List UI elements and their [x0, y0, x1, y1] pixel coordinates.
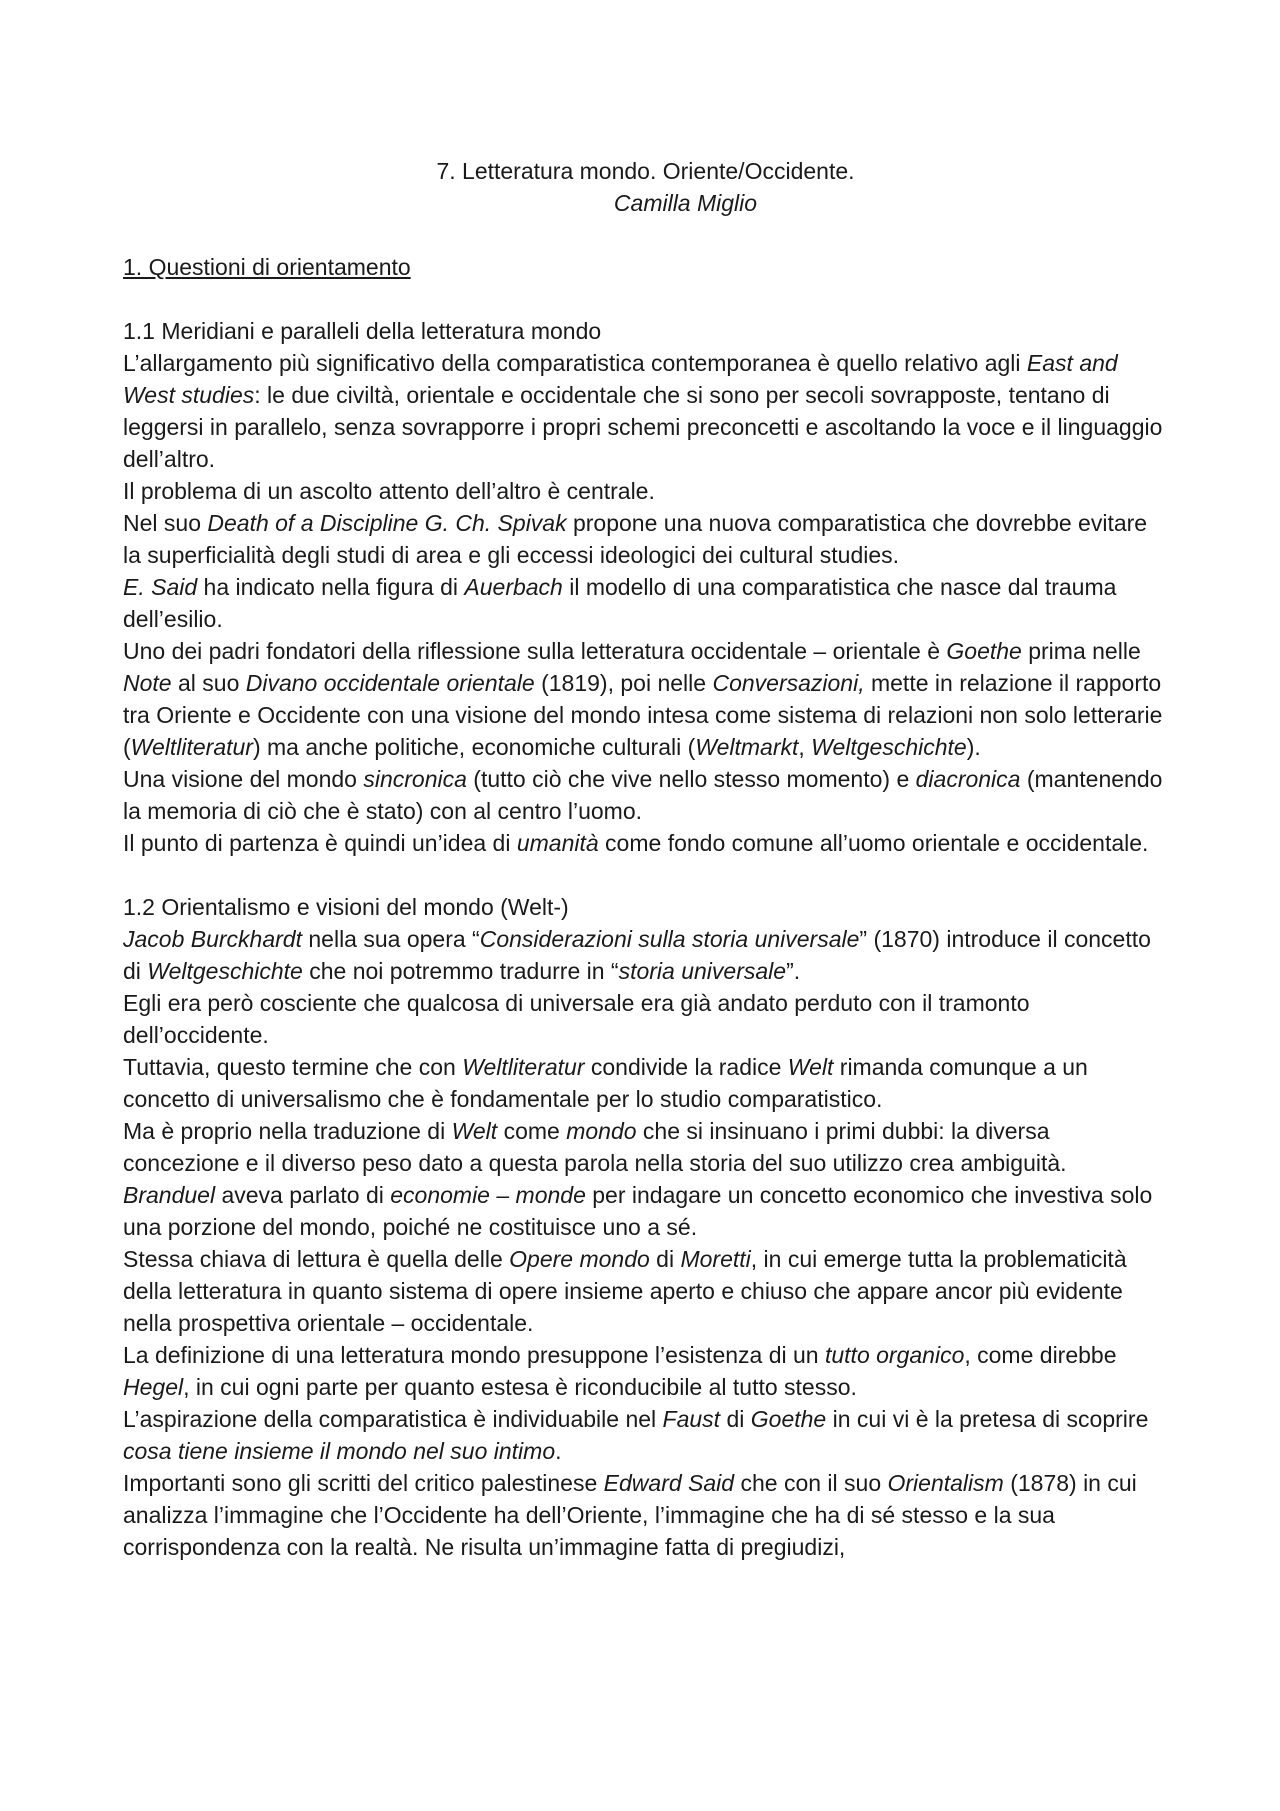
paragraph: Una visione del mondo sincronica (tutto ciò che vive nello stesso momento) e diacronica (mantenendo la memoria di ciò che è stato) con al centro l’uomo. — [123, 766, 1163, 824]
subsection-heading-1-1: 1.1 Meridiani e paralleli della letteratura mondo — [123, 318, 602, 344]
paragraph: La definizione di una letteratura mondo presuppone l’esistenza di un tutto organico, come direbbe Hegel, in cui ogni parte per quanto estesa è riconducibile al tutto stesso. — [123, 1342, 1117, 1400]
paragraph: Stessa chiava di lettura è quella delle Opere mondo di Moretti, in cui emerge tutta la problematicità della letteratura in quanto sistema di opere insieme aperto e chiuso che appare ancor più evidente nella prospettiva orientale – occidentale. — [123, 1246, 1127, 1336]
spacer — [123, 859, 1168, 891]
paragraph: Egli era però cosciente che qualcosa di universale era già andato perduto con il tramonto dell’occidente. — [123, 990, 1030, 1048]
paragraph: Jacob Burckhardt nella sua opera “Considerazioni sulla storia universale” (1870) introduce il concetto di Weltgeschichte che noi potremmo tradurre in “storia universale”. — [123, 926, 1151, 984]
paragraph: E. Said ha indicato nella figura di Auerbach il modello di una comparatistica che nasce dal trauma dell’esilio. — [123, 574, 1117, 632]
paragraph: Ma è proprio nella traduzione di Welt come mondo che si insinuano i primi dubbi: la diversa concezione e il diverso peso dato a questa parola nella storia del suo utilizzo crea ambiguità. — [123, 1118, 1067, 1176]
paragraph: Nel suo Death of a Discipline G. Ch. Spivak propone una nuova comparatistica che dovrebbe evitare la superficialità degli studi di area e gli eccessi ideologici dei cultural studies. — [123, 510, 1148, 568]
paragraph: Il problema di un ascolto attento dell’altro è centrale. — [123, 478, 655, 504]
section-heading-1: 1. Questioni di orientamento — [123, 254, 411, 280]
paragraph: Il punto di partenza è quindi un’idea di umanità come fondo comune all’uomo orientale e occidentale. — [123, 830, 1149, 856]
document-author: Camilla Miglio — [613, 190, 758, 216]
title-block — [123, 155, 1168, 219]
document-title: 7. Letteratura mondo. Oriente/Occidente. — [436, 158, 855, 184]
paragraph: L’allargamento più significativo della comparatistica contemporanea è quello relativo agli East and West studies: le due civiltà, orientale e occidentale che si sono per secoli sovrapposte, tentano di leggersi in parallelo, senza sovrapporre i propri schemi preconcetti e ascoltando la voce e il linguaggio dell’altro. — [123, 350, 1163, 472]
subsection-heading-1-2: 1.2 Orientalismo e visioni del mondo (Welt-) — [123, 894, 569, 920]
paragraph: Tuttavia, questo termine che con Weltliteratur condivide la radice Welt rimanda comunque a un concetto di universalismo che è fondamentale per lo studio comparatistico. — [123, 1054, 1088, 1112]
paragraph: L’aspirazione della comparatistica è individuabile nel Faust di Goethe in cui vi è la pretesa di scoprire cosa tiene insieme il mondo nel suo intimo. — [123, 1406, 1149, 1464]
paragraph: Branduel aveva parlato di economie – monde per indagare un concetto economico che investiva solo una porzione del mondo, poiché ne costituisce uno a sé. — [123, 1182, 1153, 1240]
paragraph: Uno dei padri fondatori della riflessione sulla letteratura occidentale – orientale è Goethe prima nelle Note al suo Divano occidentale orientale (1819), poi nelle Conversazioni, mette in relazione il rapporto tra Oriente e Occidente con una visione del mondo intesa come sistema di relazioni non solo letterarie (Weltliteratur) ma anche politiche, economiche culturali (Weltmarkt, Weltgeschichte). — [123, 638, 1163, 760]
paragraph: Importanti sono gli scritti del critico palestinese Edward Said che con il suo Orientalism (1878) in cui analizza l’immagine che l’Occidente ha dell’Oriente, l’immagine che ha di sé stesso e la sua corrispondenza con la realtà. Ne risulta un’immagine fatta di pregiudizi, — [123, 1470, 1137, 1560]
